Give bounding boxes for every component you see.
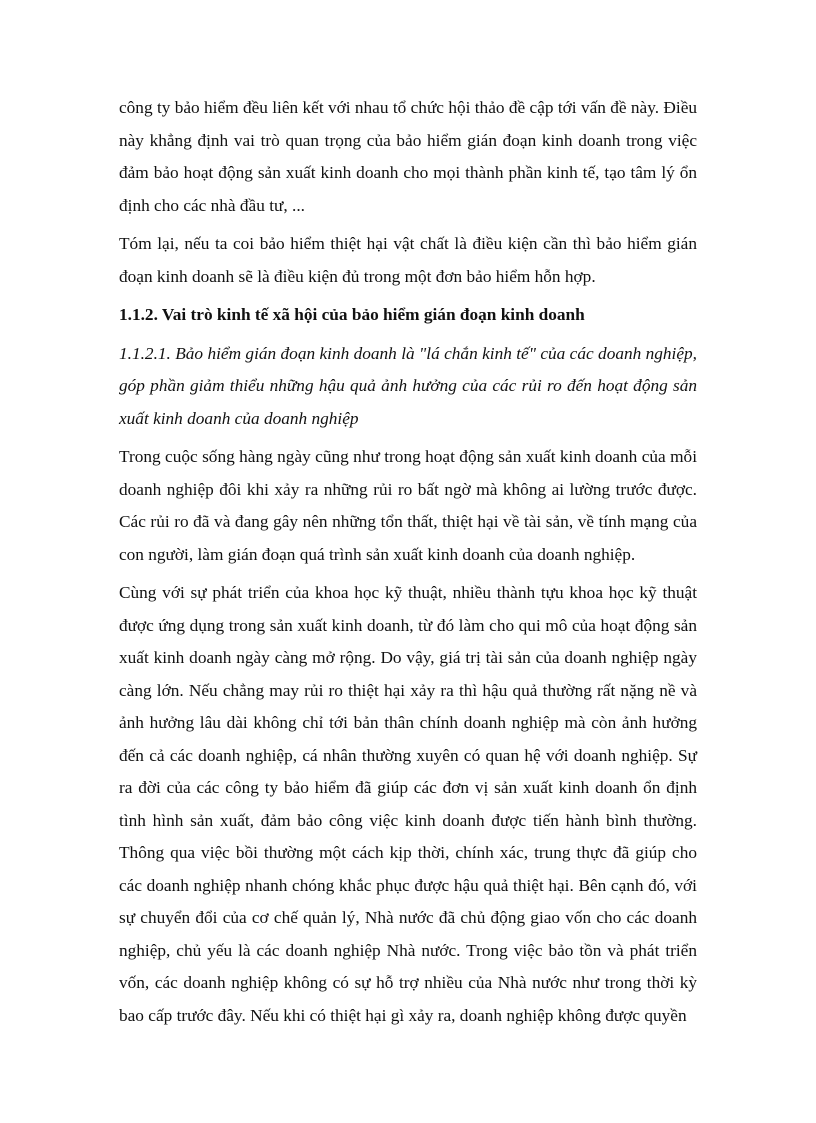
paragraph-3: Trong cuộc sống hàng ngày cũng như trong hoạt động sản xuất kinh doanh của mỗi doanh nghiệp đôi khi xảy ra những rủi ro bất ngờ mà không ai lường trước được. Các rủi ro đã và đang gây nên những tổn thất, thiệt hại về tài sản, về tính mạng của con người, làm gián đoạn quá trình sản xuất kinh doanh của doanh nghiệp. (119, 447, 697, 564)
paragraph-1: công ty bảo hiểm đều liên kết với nhau tổ chức hội thảo đề cập tới vấn đề này. Điều này khẳng định vai trò quan trọng của bảo hiểm gián đoạn kinh doanh trong việc đảm bảo hoạt động sản xuất kinh doanh cho mọi thành phần kinh tế, tạo tâm lý ổn định cho các nhà đầu tư, ... (119, 98, 697, 215)
paragraph-4: Cùng với sự phát triển của khoa học kỹ thuật, nhiều thành tựu khoa học kỹ thuật được ứng dụng trong sản xuất kinh doanh, từ đó làm cho qui mô của hoạt động sản xuất kinh doanh ngày càng mở rộng. Do vậy, giá trị tài sản của doanh nghiệp ngày càng lớn. Nếu chẳng may rủi ro thiệt hại xảy ra thì hậu quả thường rất nặng nề và ảnh hưởng lâu dài không chỉ tới bản thân chính doanh nghiệp mà còn ảnh hưởng đến cả các doanh nghiệp, cá nhân thường xuyên có quan hệ với doanh nghiệp. Sự ra đời của các công ty bảo hiểm đã giúp các đơn vị sản xuất kinh doanh ổn định tình hình sản xuất, đảm bảo công việc kinh doanh được tiến hành bình thường. Thông qua việc bồi thường một cách kịp thời, chính xác, trung thực đã giúp cho các doanh nghiệp nhanh chóng khắc phục được hậu quả thiệt hại. Bên cạnh đó, với sự chuyển đổi của cơ chế quản lý, Nhà nước đã chủ động giao vốn cho các doanh nghiệp, chủ yếu là các doanh nghiệp Nhà nước. Trong việc bảo tồn và phát triển vốn, các doanh nghiệp không có sự hỗ trợ nhiều của Nhà nước như trong thời kỳ bao cấp trước đây. Nếu khi có thiệt hại gì xảy ra, doanh nghiệp không được quyền (119, 583, 697, 1025)
paragraph-2: Tóm lại, nếu ta coi bảo hiểm thiệt hại vật chất là điều kiện cần thì bảo hiểm gián đoạn kinh doanh sẽ là điều kiện đủ trong một đơn bảo hiểm hỗn hợp. (119, 234, 697, 286)
document-page (119, 92, 697, 1038)
subsection-heading: 1.1.2.1. Bảo hiểm gián đoạn kinh doanh là "lá chắn kinh tế" của các doanh nghiệp, góp phần giảm thiểu những hậu quả ảnh hưởng của các rủi ro đến hoạt động sản xuất kinh doanh của doanh nghiệp (119, 343, 697, 428)
section-heading: 1.1.2. Vai trò kinh tế xã hội của bảo hiểm gián đoạn kinh doanh (119, 305, 585, 324)
